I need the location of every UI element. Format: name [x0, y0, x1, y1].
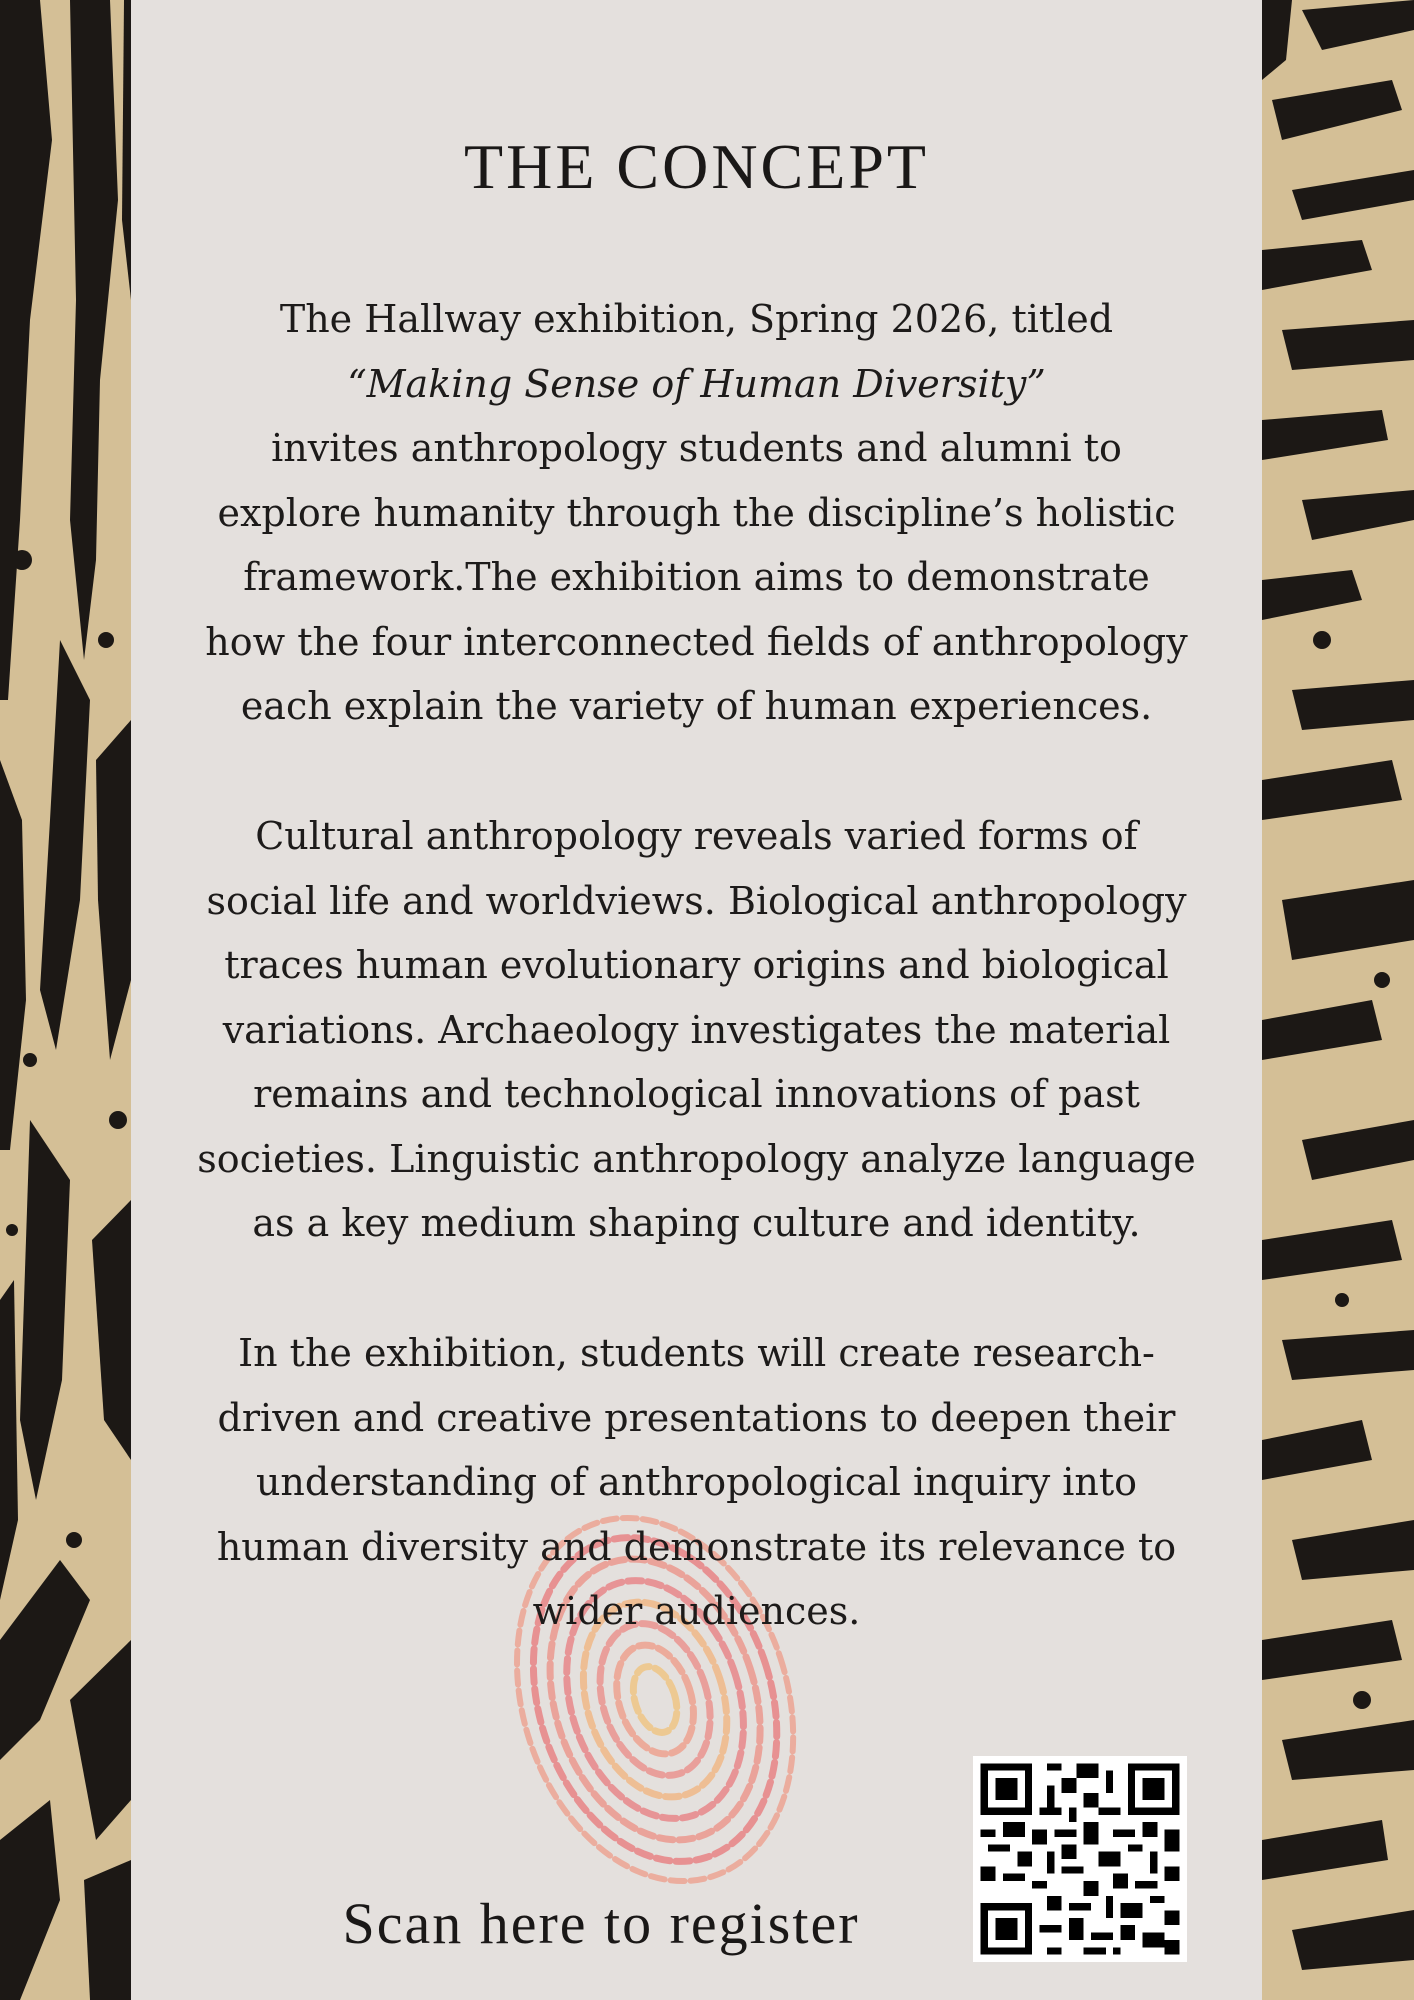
students-paragraph: [131, 1321, 1262, 1644]
text-line: variations. Archaeology investigates the material: [222, 1007, 1171, 1052]
left-texture-border: [0, 0, 131, 2000]
register-cta: Scan here to register: [342, 1891, 860, 1956]
text-line: societies. Linguistic anthropology analyze language: [197, 1136, 1196, 1181]
text-line: social life and worldviews. Biological anthropology: [206, 878, 1187, 923]
fields-paragraph: [131, 804, 1262, 1256]
text-line: In the exhibition, students will create research-: [238, 1331, 1155, 1375]
text-line: understanding of anthropological inquiry into: [255, 1460, 1138, 1504]
text-line: framework.The exhibition aims to demonstrate: [243, 555, 1150, 599]
qr-code-icon[interactable]: [973, 1756, 1187, 1962]
text-line: driven and creative presentations to deepen their: [217, 1395, 1176, 1440]
text-line: wider audiences.: [532, 1589, 861, 1633]
text-line: remains and technological innovations of past: [253, 1072, 1140, 1116]
text-line: each explain the variety of human experiences.: [240, 684, 1153, 728]
content-panel: [131, 0, 1262, 2000]
exhibition-title-line: “Making Sense of Human Diversity”: [347, 361, 1046, 406]
text-line: explore humanity through the discipline’s holistic: [217, 490, 1176, 535]
intro-paragraph: [131, 287, 1262, 739]
text-line: The Hallway exhibition, Spring 2026, titled: [279, 297, 1114, 341]
text-line: human diversity and demonstrate its relevance to: [216, 1524, 1177, 1569]
page-title: THE CONCEPT: [464, 131, 929, 202]
text-line: how the four interconnected fields of anthropology: [205, 619, 1188, 664]
text-line: as a key medium shaping culture and identity.: [252, 1201, 1141, 1245]
right-texture-border: [1262, 0, 1414, 2000]
text-line: Cultural anthropology reveals varied forms of: [255, 814, 1138, 858]
text-line: traces human evolutionary origins and biological: [224, 943, 1169, 987]
text-line: invites anthropology students and alumni to: [271, 426, 1122, 470]
